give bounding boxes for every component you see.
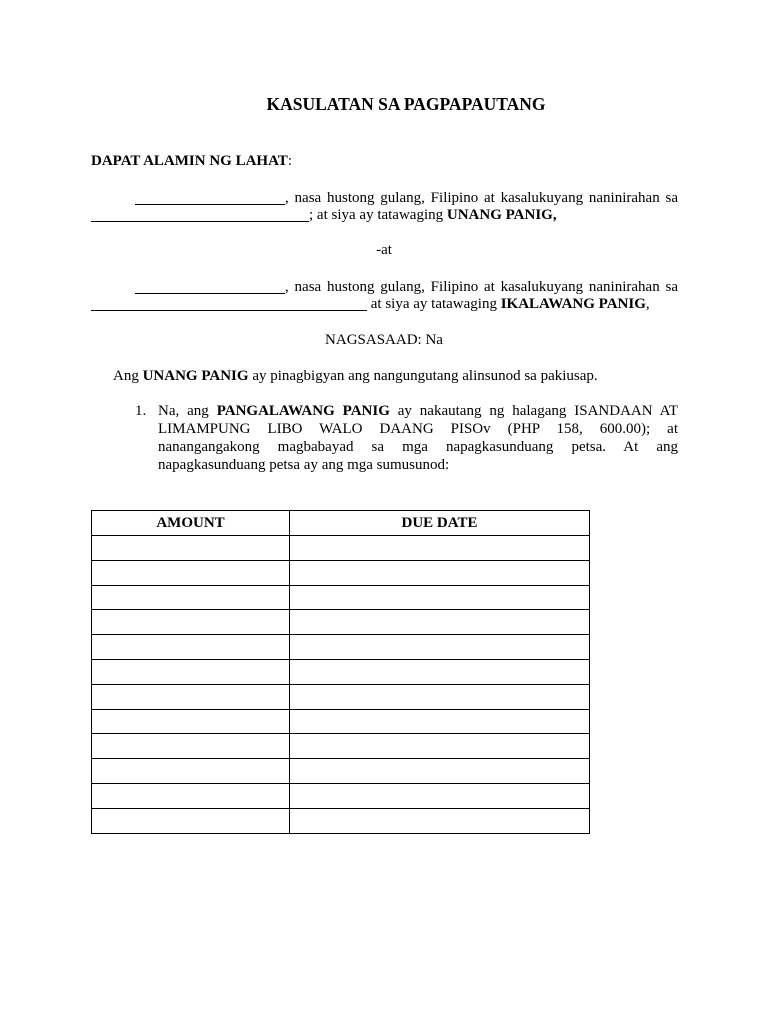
second-party-line-2 bbox=[91, 295, 650, 313]
table-row bbox=[92, 635, 590, 660]
due-date-cell bbox=[290, 610, 590, 635]
amount-cell bbox=[92, 734, 290, 759]
table-row bbox=[92, 808, 590, 833]
table-row bbox=[92, 709, 590, 734]
amount-cell bbox=[92, 610, 290, 635]
clause-line-4: napagkasunduang petsa ay ang mga sumusunod: bbox=[158, 457, 450, 473]
clause-party: PANGALAWANG PANIG bbox=[216, 403, 390, 419]
table-row bbox=[92, 610, 590, 635]
amount-cell bbox=[92, 536, 290, 561]
amount-cell bbox=[92, 759, 290, 784]
table-row bbox=[92, 536, 590, 561]
clause-line-1 bbox=[158, 402, 678, 420]
due-date-cell bbox=[290, 808, 590, 833]
table-row bbox=[92, 659, 590, 684]
due-date-cell bbox=[290, 659, 590, 684]
first-party-line-1-text: , nasa hustong gulang, Filipino at kasalukuyang naninirahan sa bbox=[285, 190, 678, 206]
second-party-line-2-end: , bbox=[645, 296, 650, 312]
amount-cell bbox=[92, 560, 290, 585]
due-date-cell bbox=[290, 759, 590, 784]
intro-party: UNANG PANIG bbox=[142, 368, 249, 384]
amount-cell bbox=[92, 659, 290, 684]
second-party-name-blank bbox=[135, 281, 285, 294]
first-party-designation: UNANG PANIG, bbox=[446, 207, 557, 223]
amount-header: AMOUNT bbox=[92, 511, 290, 536]
salutation bbox=[91, 152, 292, 170]
second-party-line-2-text: at siya ay tatawaging bbox=[367, 296, 501, 312]
first-party-name-blank bbox=[135, 192, 285, 205]
payment-schedule-table bbox=[91, 510, 590, 834]
clause-line-2: LIMAMPUNG LIBO WALO DAANG PISOv (PHP 158, 600.00); at bbox=[158, 421, 678, 437]
second-party-address-blank bbox=[91, 298, 367, 311]
first-party-line-2 bbox=[91, 206, 557, 224]
salutation-text: DAPAT ALAMIN NG LAHAT bbox=[91, 153, 288, 169]
first-party-line-1 bbox=[135, 189, 678, 207]
amount-cell bbox=[92, 585, 290, 610]
clause-line-3: nanangangakong magbabayad sa mga napagkasunduang petsa. At ang bbox=[158, 439, 678, 455]
due-date-cell bbox=[290, 783, 590, 808]
clause-number: 1. bbox=[135, 403, 147, 419]
amount-cell bbox=[92, 635, 290, 660]
due-date-cell bbox=[290, 734, 590, 759]
due-date-cell bbox=[290, 560, 590, 585]
second-party-designation: IKALAWANG PANIG bbox=[500, 296, 646, 312]
second-party-line-1-text: , nasa hustong gulang, Filipino at kasalukuyang naninirahan sa bbox=[285, 279, 678, 295]
clause-line-1-before: Na, ang bbox=[158, 403, 217, 419]
intro-after: ay pinagbigyan ang nangungutang alinsunod sa pakiusap. bbox=[248, 368, 598, 384]
salutation-punct: : bbox=[287, 153, 292, 169]
declaration: NAGSASAAD: Na bbox=[325, 332, 443, 348]
due-date-cell bbox=[290, 585, 590, 610]
table-row bbox=[92, 560, 590, 585]
table-row bbox=[92, 684, 590, 709]
amount-cell bbox=[92, 684, 290, 709]
intro-before: Ang bbox=[113, 368, 143, 384]
amount-cell bbox=[92, 783, 290, 808]
clause-line-1-after: ay nakautang ng halagang ISANDAAN AT bbox=[389, 403, 678, 419]
first-party-line-2-text: ; at siya ay tatawaging bbox=[309, 207, 447, 223]
due-date-cell bbox=[290, 536, 590, 561]
document-title: KASULATAN SA PAGPAPAUTANG bbox=[266, 94, 546, 114]
second-party-line-1 bbox=[135, 278, 678, 296]
due-date-cell bbox=[290, 635, 590, 660]
amount-cell bbox=[92, 808, 290, 833]
table-row bbox=[92, 759, 590, 784]
table-row bbox=[92, 783, 590, 808]
due-date-header: DUE DATE bbox=[290, 511, 590, 536]
due-date-cell bbox=[290, 684, 590, 709]
intro-paragraph bbox=[113, 367, 598, 385]
table-header-row bbox=[92, 511, 590, 536]
table-row bbox=[92, 585, 590, 610]
due-date-cell bbox=[290, 709, 590, 734]
amount-cell bbox=[92, 709, 290, 734]
table-row bbox=[92, 734, 590, 759]
conjunction: -at bbox=[376, 242, 392, 258]
first-party-address-blank bbox=[91, 209, 309, 222]
